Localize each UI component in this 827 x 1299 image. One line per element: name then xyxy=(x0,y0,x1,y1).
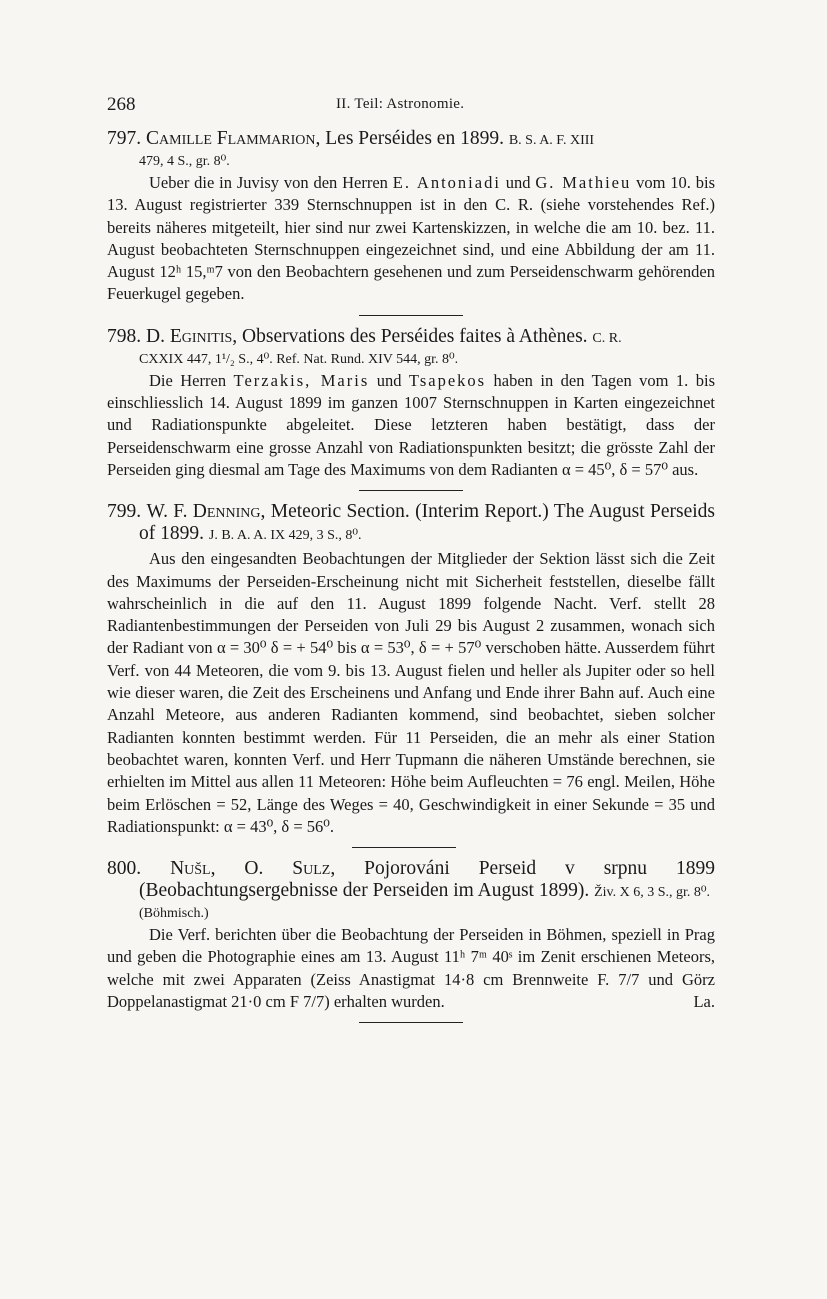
person-name: E. Antoniadi xyxy=(392,173,501,192)
entry-heading xyxy=(107,128,715,152)
entry-title: Les Perséides en 1899. xyxy=(325,128,504,149)
entry-author: W. F. Denning, xyxy=(146,501,266,523)
entry-797 xyxy=(107,128,715,306)
entry-citation: B. S. A. F. XIII xyxy=(508,133,595,148)
entry-title: Pojorováni Perseid v srpnu 1899 (Beobachtungsergebnisse der Perseiden im August 1899). xyxy=(139,858,715,902)
entry-body: Aus den eingesandten Beobachtungen der Mitglieder der Sektion lässt sich die Zeit des Maximums der Perseiden-Erscheinung nicht mit Sicherheit feststellen, dieselbe fällt wahrscheinlich in die auf den 11. August 1899 folgende Nacht. Verf. stellt 28 Radiantenbestimmungen der Perseiden von Juli 29 bis August 2 zusammen, wonach sich der Radiant von α = 30⁰ δ = + 54⁰ bis α = 53⁰, δ = + 57⁰ verschoben hätte. Ausserdem führt Verf. von 44 Meteoren, die vom 9. bis 13. August fielen und heller als Jupiter oder so hell wie dieser waren, die Zeit des Erscheinens und Anfang und Ende ihrer Bahn auf. Auch eine Anzahl Meteore, aus anderen Radianten kommend, sind beobachtet, sieben solcher Radianten konnten bestimmt werden. Für 11 Perseiden, die an mehr als einer Station beobachtet waren, konnten Verf. und Herr Tupmann die näheren Umstände berechnen, sie erhielten im Mittel aus allen 11 Meteoren: Höhe beim Aufleuchten = 76 engl. Meilen, Höhe beim Erlöschen = 52, Länge des Weges = 40, Geschwindigkeit in einer Sekunde = 35 und Radiationspunkt: α = 43⁰, δ = 56⁰. xyxy=(107,549,715,836)
entry-citation: Živ. X 6, 3 S., gr. 8⁰. xyxy=(594,885,711,901)
entry-number: 799. xyxy=(107,501,142,523)
entry-author: Nušl, O. Sulz, xyxy=(170,858,336,880)
entry-title: Observations des Perséides faites à Athènes. xyxy=(242,325,588,347)
entry-body: Die Herren Terzakis, Maris und Tsapekos haben in den Tagen vom 1. bis einschliesslich 14. August 1899 im ganzen 1007 Sternschnuppen in Karten eingezeichnet und Radiationspunkte abgeleitet. Diese letzteren haben bestätigt, dass der Perseidenschwarm eine grosse Anzahl von Radiationspunkten besitzt; die grösste Zahl der Perseiden ging diesmal am Tage des Maximums von dem Radianten α = 45⁰, δ = 57⁰ aus. xyxy=(107,370,715,479)
reviewer-signature: La. xyxy=(693,992,715,1012)
separator-rule xyxy=(352,847,456,848)
entry-author: Camille Flammarion, xyxy=(146,128,321,149)
page-header xyxy=(107,94,715,118)
entry-heading xyxy=(107,326,715,350)
entry-meta: 479, 4 S., gr. 8⁰. xyxy=(139,154,230,169)
entry-number: 797. xyxy=(107,128,142,149)
entry-heading xyxy=(107,858,715,904)
running-head: II. Teil: Astronomie. xyxy=(336,96,465,112)
entry-citation: C. R. xyxy=(592,330,622,346)
entry-800 xyxy=(107,858,715,1013)
entry-body: Ueber die in Juvisy von den Herren E. Antoniadi und G. Mathieu vom 10. bis 13. August registrierter 339 Sternschnuppen ist in den C. R. (siehe vorstehendes Ref.) bereits näheres mitgeteilt, hier sind nur zwei Kartenskizzen, in welche die am 10. bez. 11. August beobachteten Sternschnuppen eingezeichnet sind, und eine Abbildung der am 11. August 12ʰ 15,ᵐ7 von den Beobachtern gesehenen und zum Perseidenschwarm gehörenden Feuerkugel gegeben. xyxy=(107,173,716,304)
separator-rule xyxy=(359,490,463,491)
separator-rule xyxy=(359,315,463,316)
entry-number: 800. xyxy=(107,858,142,880)
separator-rule xyxy=(359,1022,463,1023)
person-name: Tsapekos xyxy=(408,370,487,390)
page xyxy=(107,94,715,1033)
entry-body: Die Verf. berichten über die Beobachtung der Perseiden in Böhmen, speziell in Prag und geben die Photographie eines am 13. August 11ʰ 7ᵐ 40ˢ im Zenit erschienen Meteors, welche mit zwei Apparaten (Zeiss Anastigmat 14·8 cm Brennweite F. 7/7 und Görz Doppelanastigmat 21·0 cm F 7/7) erhalten wurden. La. xyxy=(107,924,715,1013)
entry-799 xyxy=(107,501,715,838)
page-number: 268 xyxy=(107,94,136,115)
entry-title: Meteoric Section. (Interim Report.) The August Perseids of 1899. xyxy=(139,501,716,545)
entry-citation: J. B. A. A. IX 429, 3 S., 8⁰. xyxy=(208,528,362,544)
entry-heading xyxy=(107,501,715,547)
entry-meta: CXXIX 447, 1¹/₂ S., 4⁰. Ref. Nat. Rund. XIV 544, gr. 8⁰. xyxy=(139,351,459,367)
person-name: Terzakis, Maris xyxy=(233,370,370,390)
entry-author: D. Eginitis, xyxy=(146,325,238,347)
entry-798 xyxy=(107,326,715,481)
entry-number: 798. xyxy=(107,325,142,347)
entry-meta: (Böhmisch.) xyxy=(139,906,209,922)
person-name: G. Mathieu xyxy=(535,173,632,192)
